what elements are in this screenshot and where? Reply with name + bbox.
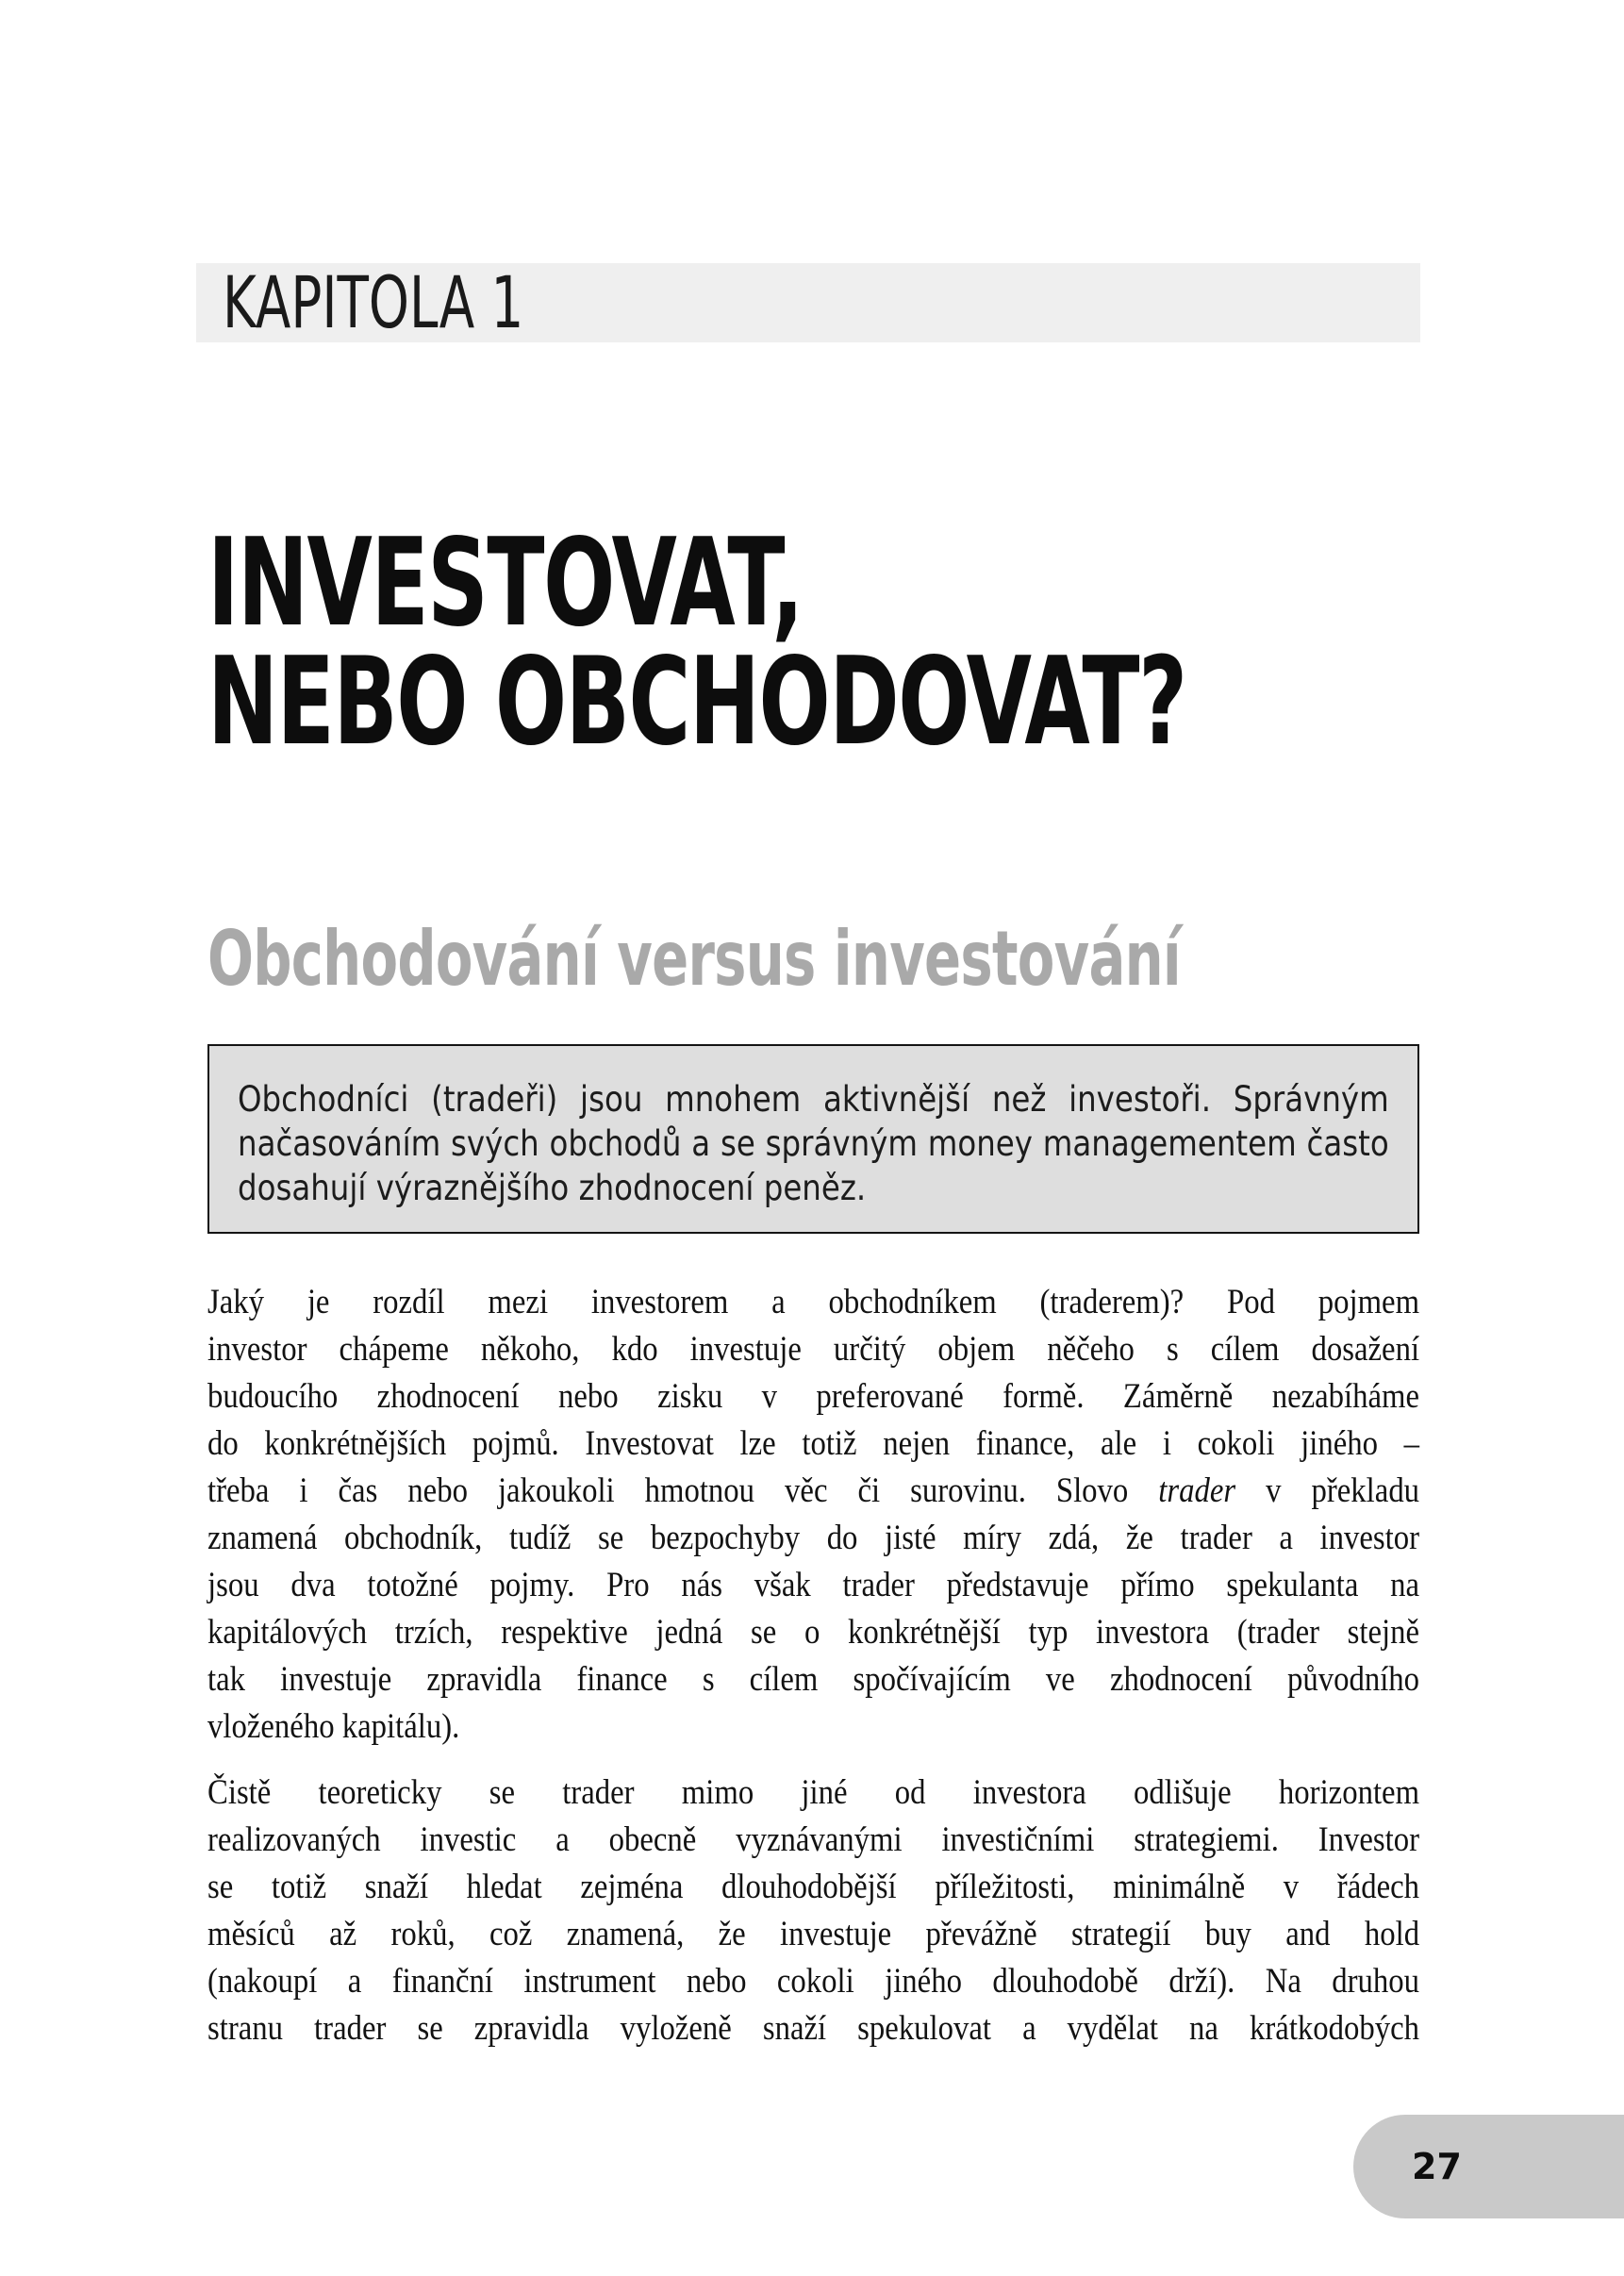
chapter-title-line-1: INVESTOVAT, — [207, 513, 803, 654]
page-number: 27 — [1412, 2146, 1462, 2187]
body-line-segment: v překladu — [1235, 1471, 1420, 1510]
body-line: znamená obchodník, tudíž se bezpochyby do jisté míry zdá, že trader a investor — [207, 1519, 1420, 1557]
page-number-tab — [1353, 2115, 1624, 2218]
chapter-title-line-2: NEBO OBCHODOVAT? — [207, 632, 1186, 773]
body-line: investor chápeme někoho, kdo investuje určitý objem něčeho s cílem dosažení — [207, 1330, 1420, 1369]
section-heading-text: Obchodování versus investování — [207, 915, 1181, 1003]
section-heading — [207, 915, 1559, 1003]
callout-line: načasováním svých obchodů a se správným money managementem často — [238, 1123, 1389, 1164]
body-line: měsíců až roků, což znamená, že investuje převážně strategií buy and hold — [207, 1915, 1420, 1953]
body-line: kapitálových trzích, respektive jedná se o konkrétnější typ investora (trader stejně — [207, 1613, 1420, 1652]
callout-line: Obchodníci (tradeři) jsou mnohem aktivnější než investoři. Správným — [238, 1079, 1389, 1120]
body-line — [207, 1468, 1419, 1515]
body-paragraph-2 — [207, 1769, 1419, 2052]
body-line: se totiž snaží hledat zejména dlouhodobější příležitosti, minimálně v řádech — [207, 1868, 1420, 1906]
body-line: realizovaných investic a obecně vyznávanými investičními strategiemi. Investor — [207, 1820, 1420, 1859]
callout-box — [207, 1044, 1419, 1234]
body-line: Jaký je rozdíl mezi investorem a obchodníkem (traderem)? Pod pojmem — [207, 1283, 1420, 1321]
body-line: stranu trader se zpravidla vyloženě snaží spekulovat a vydělat na krátkodobých — [207, 2009, 1420, 2048]
body-line: tak investuje zpravidla finance s cílem spočívajícím ve zhodnocení původního — [207, 1660, 1420, 1699]
italic-term: trader — [1158, 1471, 1236, 1510]
callout-line: dosahují výraznějšího zhodnocení peněz. — [238, 1168, 867, 1208]
chapter-label: KAPITOLA 1 — [223, 260, 524, 344]
chapter-band — [196, 260, 1420, 344]
body-line: (nakoupí a finanční instrument nebo cokoli jiného dlouhodobě drží). Na druhou — [207, 1962, 1420, 2001]
body-line: budoucího zhodnocení nebo zisku v preferované formě. Záměrně nezabíháme — [207, 1377, 1420, 1416]
body-line: do konkrétnějších pojmů. Investovat lze totiž nejen finance, ale i cokoli jiného – — [207, 1424, 1420, 1463]
chapter-title — [207, 513, 1605, 773]
body-paragraph-1 — [207, 1279, 1419, 1751]
body-line: jsou dva totožné pojmy. Pro nás však trader představuje přímo spekulanta na — [207, 1566, 1420, 1604]
body-line: Čistě teoreticky se trader mimo jiné od investora odlišuje horizontem — [207, 1773, 1420, 1812]
body-line: vloženého kapitálu). — [207, 1707, 460, 1746]
body-line-segment: třeba i čas nebo jakoukoli hmotnou věc či surovinu. Slovo — [207, 1471, 1159, 1510]
